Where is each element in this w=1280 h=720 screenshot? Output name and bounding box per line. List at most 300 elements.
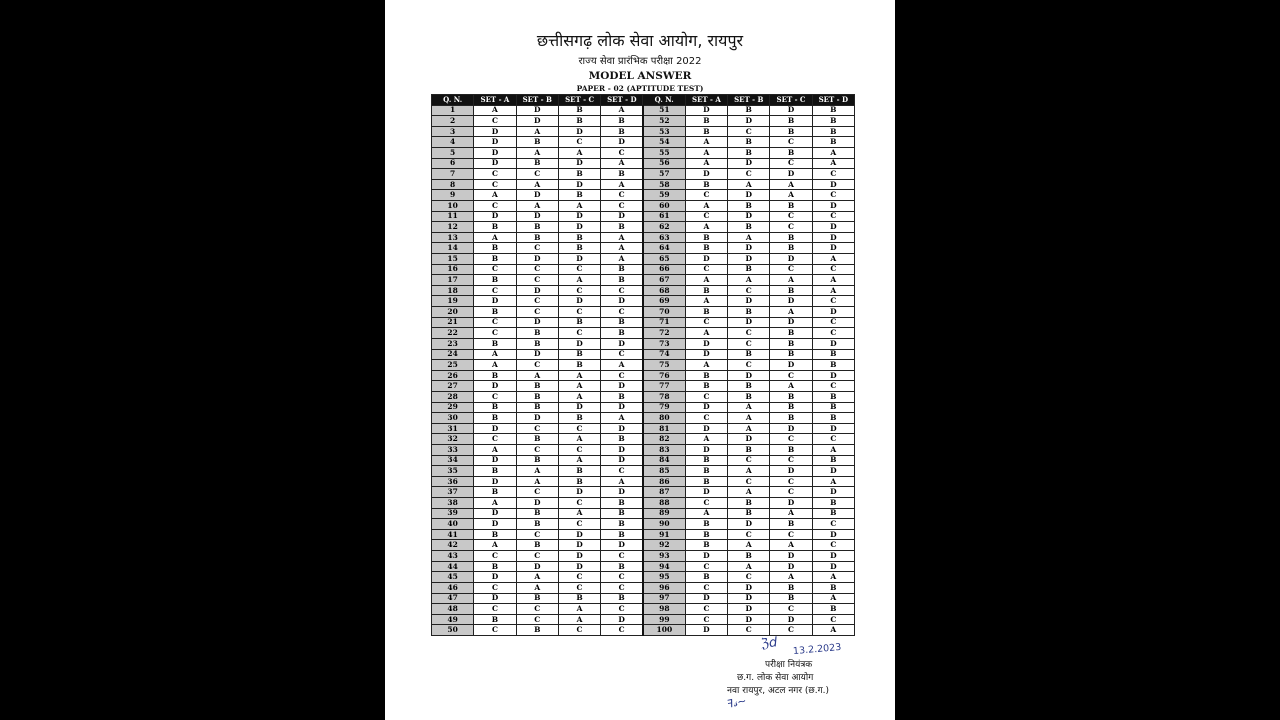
answer-cell: C — [728, 328, 770, 339]
answer-cell: B — [812, 391, 854, 402]
answer-cell: C — [558, 423, 600, 434]
answer-cell: B — [558, 169, 600, 180]
question-number-cell: 67 — [643, 275, 685, 286]
answer-cell: C — [728, 169, 770, 180]
answer-cell: D — [685, 349, 727, 360]
answer-cell: D — [516, 349, 558, 360]
answer-cell: B — [770, 116, 812, 127]
question-number-cell: 24 — [432, 349, 474, 360]
answer-cell: D — [516, 116, 558, 127]
answer-cell: C — [516, 551, 558, 562]
question-number-cell: 8 — [432, 179, 474, 190]
answer-cell: A — [812, 254, 854, 265]
column-header: SET - C — [770, 95, 812, 106]
answer-cell: D — [516, 561, 558, 572]
answer-cell: B — [812, 116, 854, 127]
table-row — [432, 264, 855, 275]
answer-cell: B — [685, 243, 727, 254]
answer-cell: B — [516, 625, 558, 636]
answer-cell: B — [558, 116, 600, 127]
answer-cell: A — [516, 582, 558, 593]
table-row — [432, 476, 855, 487]
question-number-cell: 76 — [643, 370, 685, 381]
question-number-cell: 98 — [643, 604, 685, 615]
table-row — [432, 105, 855, 116]
answer-cell: B — [812, 137, 854, 148]
answer-cell: C — [516, 423, 558, 434]
answer-cell: C — [812, 519, 854, 530]
answer-cell: A — [474, 540, 516, 551]
answer-cell: B — [558, 360, 600, 371]
answer-cell: D — [601, 402, 643, 413]
question-number-cell: 45 — [432, 572, 474, 583]
answer-cell: D — [812, 179, 854, 190]
answer-cell: B — [601, 391, 643, 402]
answer-cell: D — [812, 200, 854, 211]
answer-cell: C — [685, 614, 727, 625]
answer-cell: D — [812, 551, 854, 562]
answer-cell: A — [558, 434, 600, 445]
answer-cell: A — [558, 614, 600, 625]
answer-cell: B — [728, 445, 770, 456]
signatory-designation: परीक्षा नियंत्रक — [765, 660, 813, 670]
answer-cell: A — [516, 200, 558, 211]
answer-cell: C — [812, 317, 854, 328]
answer-cell: D — [812, 487, 854, 498]
answer-cell: B — [516, 391, 558, 402]
answer-cell: B — [685, 466, 727, 477]
answer-cell: A — [685, 158, 727, 169]
answer-cell: C — [601, 307, 643, 318]
table-row — [432, 360, 855, 371]
answer-cell: D — [728, 243, 770, 254]
question-number-cell: 77 — [643, 381, 685, 392]
question-number-cell: 4 — [432, 137, 474, 148]
answer-cell: C — [474, 264, 516, 275]
answer-cell: D — [685, 254, 727, 265]
question-number-cell: 75 — [643, 360, 685, 371]
question-number-cell: 84 — [643, 455, 685, 466]
answer-cell: C — [770, 211, 812, 222]
answer-cell: B — [601, 529, 643, 540]
answer-cell: A — [812, 445, 854, 456]
table-row — [432, 445, 855, 456]
answer-cell: A — [558, 604, 600, 615]
answer-cell: D — [601, 381, 643, 392]
question-number-cell: 21 — [432, 317, 474, 328]
column-header: Q. N. — [432, 95, 474, 106]
answer-cell: A — [770, 508, 812, 519]
answer-cell: D — [728, 434, 770, 445]
answer-cell: D — [728, 211, 770, 222]
answer-cell: B — [770, 200, 812, 211]
answer-cell: D — [474, 593, 516, 604]
table-row — [432, 434, 855, 445]
question-number-cell: 83 — [643, 445, 685, 456]
answer-cell: C — [558, 572, 600, 583]
answer-cell: A — [770, 572, 812, 583]
answer-cell: A — [685, 508, 727, 519]
answer-cell: B — [474, 307, 516, 318]
question-number-cell: 68 — [643, 285, 685, 296]
question-number-cell: 19 — [432, 296, 474, 307]
answer-cell: C — [685, 604, 727, 615]
answer-cell: C — [516, 529, 558, 540]
answer-cell: A — [516, 466, 558, 477]
answer-cell: C — [516, 169, 558, 180]
answer-cell: B — [812, 508, 854, 519]
table-row — [432, 508, 855, 519]
answer-cell: A — [812, 572, 854, 583]
answer-cell: C — [728, 529, 770, 540]
answer-cell: A — [601, 232, 643, 243]
answer-cell: B — [516, 137, 558, 148]
answer-cell: D — [601, 540, 643, 551]
question-number-cell: 7 — [432, 169, 474, 180]
answer-cell: C — [685, 561, 727, 572]
answer-cell: D — [601, 423, 643, 434]
question-number-cell: 96 — [643, 582, 685, 593]
answer-cell: A — [812, 275, 854, 286]
answer-cell: A — [685, 222, 727, 233]
answer-cell: B — [685, 455, 727, 466]
answer-cell: D — [728, 370, 770, 381]
answer-cell: C — [685, 413, 727, 424]
answer-cell: D — [558, 561, 600, 572]
answer-cell: B — [728, 381, 770, 392]
answer-cell: A — [728, 540, 770, 551]
answer-cell: B — [474, 243, 516, 254]
answer-cell: B — [770, 338, 812, 349]
answer-cell: C — [474, 285, 516, 296]
answer-cell: B — [770, 328, 812, 339]
question-number-cell: 66 — [643, 264, 685, 275]
answer-cell: B — [474, 529, 516, 540]
answer-cell: B — [728, 200, 770, 211]
question-number-cell: 53 — [643, 126, 685, 137]
answer-cell: B — [685, 307, 727, 318]
answer-cell: A — [474, 498, 516, 509]
answer-cell: B — [601, 275, 643, 286]
question-number-cell: 14 — [432, 243, 474, 254]
answer-cell: B — [558, 476, 600, 487]
answer-cell: B — [685, 232, 727, 243]
question-number-cell: 31 — [432, 423, 474, 434]
answer-cell: A — [474, 105, 516, 116]
question-number-cell: 39 — [432, 508, 474, 519]
answer-cell: A — [601, 476, 643, 487]
answer-cell: B — [728, 137, 770, 148]
answer-cell: D — [474, 423, 516, 434]
answer-cell: C — [685, 317, 727, 328]
answer-cell: B — [601, 519, 643, 530]
answer-cell: D — [474, 296, 516, 307]
answer-cell: B — [728, 498, 770, 509]
table-row — [432, 582, 855, 593]
question-number-cell: 90 — [643, 519, 685, 530]
answer-cell: C — [812, 540, 854, 551]
answer-cell: D — [558, 179, 600, 190]
answer-cell: B — [770, 593, 812, 604]
answer-cell: B — [728, 391, 770, 402]
table-row — [432, 402, 855, 413]
question-number-cell: 50 — [432, 625, 474, 636]
answer-cell: B — [685, 116, 727, 127]
answer-cell: D — [558, 126, 600, 137]
answer-cell: C — [770, 434, 812, 445]
question-number-cell: 61 — [643, 211, 685, 222]
answer-cell: C — [558, 285, 600, 296]
table-row — [432, 243, 855, 254]
answer-cell: A — [812, 593, 854, 604]
answer-cell: C — [770, 487, 812, 498]
answer-cell: D — [770, 169, 812, 180]
question-number-cell: 70 — [643, 307, 685, 318]
answer-cell: C — [601, 466, 643, 477]
answer-cell: D — [812, 466, 854, 477]
question-number-cell: 3 — [432, 126, 474, 137]
answer-cell: B — [558, 466, 600, 477]
answer-cell: C — [601, 572, 643, 583]
answer-cell: D — [516, 317, 558, 328]
answer-cell: A — [685, 296, 727, 307]
table-row — [432, 604, 855, 615]
answer-cell: C — [516, 360, 558, 371]
answer-cell: D — [474, 476, 516, 487]
question-number-cell: 49 — [432, 614, 474, 625]
answer-cell: B — [474, 466, 516, 477]
signature-date: 13.2.2023 — [792, 641, 842, 658]
document-page — [385, 0, 895, 720]
question-number-cell: 10 — [432, 200, 474, 211]
answer-cell: A — [812, 625, 854, 636]
answer-cell: D — [812, 561, 854, 572]
answer-cell: A — [474, 232, 516, 243]
answer-cell: A — [728, 179, 770, 190]
question-number-cell: 12 — [432, 222, 474, 233]
answer-cell: D — [770, 105, 812, 116]
column-header: Q. N. — [643, 95, 685, 106]
answer-cell: A — [685, 328, 727, 339]
answer-cell: A — [601, 158, 643, 169]
table-row — [432, 391, 855, 402]
answer-cell: A — [685, 275, 727, 286]
answer-cell: C — [516, 445, 558, 456]
table-row — [432, 328, 855, 339]
table-row — [432, 169, 855, 180]
answer-cell: D — [516, 105, 558, 116]
answer-cell: D — [516, 190, 558, 201]
question-number-cell: 71 — [643, 317, 685, 328]
answer-cell: A — [601, 413, 643, 424]
signatory-commission: छ.ग. लोक सेवा आयोग — [737, 673, 814, 683]
answer-cell: C — [685, 211, 727, 222]
answer-cell: D — [558, 402, 600, 413]
table-row — [432, 370, 855, 381]
answer-cell: D — [685, 338, 727, 349]
answer-cell: C — [601, 200, 643, 211]
document-title: MODEL ANSWER — [588, 70, 692, 82]
answer-cell: A — [516, 370, 558, 381]
answer-cell: C — [601, 582, 643, 593]
answer-cell: D — [812, 222, 854, 233]
answer-cell: D — [812, 307, 854, 318]
answer-cell: D — [812, 423, 854, 434]
answer-cell: A — [558, 508, 600, 519]
answer-cell: A — [558, 370, 600, 381]
answer-cell: D — [685, 169, 727, 180]
table-row — [432, 158, 855, 169]
answer-cell: D — [474, 519, 516, 530]
answer-cell: C — [770, 455, 812, 466]
answer-cell: B — [474, 561, 516, 572]
answer-cell: C — [728, 455, 770, 466]
answer-cell: A — [728, 487, 770, 498]
question-number-cell: 79 — [643, 402, 685, 413]
answer-cell: D — [728, 158, 770, 169]
answer-cell: A — [812, 158, 854, 169]
table-row — [432, 551, 855, 562]
question-number-cell: 29 — [432, 402, 474, 413]
answer-cell: C — [601, 285, 643, 296]
answer-cell: B — [770, 445, 812, 456]
question-number-cell: 40 — [432, 519, 474, 530]
answer-cell: D — [770, 466, 812, 477]
question-number-cell: 65 — [643, 254, 685, 265]
answer-cell: C — [601, 147, 643, 158]
answer-cell: C — [812, 328, 854, 339]
table-row — [432, 498, 855, 509]
answer-cell: D — [812, 370, 854, 381]
answer-cell: D — [601, 445, 643, 456]
answer-cell: D — [474, 455, 516, 466]
column-header: SET - B — [728, 95, 770, 106]
answer-cell: B — [685, 519, 727, 530]
answer-cell: B — [474, 254, 516, 265]
table-body — [432, 105, 855, 636]
answer-cell: B — [812, 126, 854, 137]
answer-cell: A — [558, 147, 600, 158]
question-number-cell: 16 — [432, 264, 474, 275]
question-number-cell: 52 — [643, 116, 685, 127]
answer-cell: B — [558, 105, 600, 116]
answer-cell: B — [516, 519, 558, 530]
answer-cell: D — [516, 285, 558, 296]
answer-cell: D — [728, 614, 770, 625]
answer-cell: A — [770, 275, 812, 286]
question-number-cell: 35 — [432, 466, 474, 477]
answer-cell: D — [558, 211, 600, 222]
answer-cell: C — [728, 285, 770, 296]
answer-cell: B — [770, 147, 812, 158]
answer-cell: B — [516, 381, 558, 392]
answer-cell: A — [516, 126, 558, 137]
question-number-cell: 44 — [432, 561, 474, 572]
answer-cell: C — [728, 126, 770, 137]
question-number-cell: 33 — [432, 445, 474, 456]
answer-cell: A — [601, 360, 643, 371]
answer-cell: B — [685, 126, 727, 137]
answer-cell: B — [516, 508, 558, 519]
answer-cell: C — [728, 476, 770, 487]
answer-cell: D — [558, 551, 600, 562]
question-number-cell: 11 — [432, 211, 474, 222]
answer-cell: C — [474, 434, 516, 445]
answer-cell: D — [728, 519, 770, 530]
answer-cell: C — [474, 582, 516, 593]
answer-cell: C — [685, 190, 727, 201]
question-number-cell: 17 — [432, 275, 474, 286]
answer-cell: B — [812, 360, 854, 371]
table-row — [432, 137, 855, 148]
answer-cell: D — [728, 317, 770, 328]
answer-cell: B — [558, 317, 600, 328]
answer-cell: B — [516, 434, 558, 445]
question-number-cell: 89 — [643, 508, 685, 519]
answer-cell: B — [474, 222, 516, 233]
answer-cell: D — [516, 498, 558, 509]
answer-cell: B — [812, 413, 854, 424]
column-header: SET - C — [558, 95, 600, 106]
question-number-cell: 58 — [643, 179, 685, 190]
table-row — [432, 254, 855, 265]
question-number-cell: 97 — [643, 593, 685, 604]
answer-cell: A — [812, 285, 854, 296]
column-header: SET - B — [516, 95, 558, 106]
answer-cell: C — [601, 551, 643, 562]
question-number-cell: 27 — [432, 381, 474, 392]
question-number-cell: 23 — [432, 338, 474, 349]
answer-cell: A — [558, 275, 600, 286]
answer-cell: C — [770, 604, 812, 615]
table-row — [432, 593, 855, 604]
question-number-cell: 1 — [432, 105, 474, 116]
answer-cell: B — [558, 190, 600, 201]
answer-cell: B — [558, 349, 600, 360]
answer-cell: C — [558, 498, 600, 509]
answer-cell: B — [601, 317, 643, 328]
question-number-cell: 13 — [432, 232, 474, 243]
table-row — [432, 413, 855, 424]
answer-cell: D — [601, 137, 643, 148]
answer-cell: D — [812, 529, 854, 540]
question-number-cell: 69 — [643, 296, 685, 307]
answer-cell: D — [770, 296, 812, 307]
answer-cell: B — [685, 540, 727, 551]
answer-cell: B — [474, 338, 516, 349]
answer-cell: D — [685, 445, 727, 456]
question-number-cell: 6 — [432, 158, 474, 169]
question-number-cell: 34 — [432, 455, 474, 466]
answer-cell: D — [474, 211, 516, 222]
answer-cell: C — [474, 551, 516, 562]
answer-cell: D — [516, 413, 558, 424]
answer-cell: A — [558, 455, 600, 466]
answer-cell: C — [474, 317, 516, 328]
answer-cell: A — [812, 147, 854, 158]
answer-cell: B — [558, 593, 600, 604]
signatory-address: नवा रायपुर, अटल नगर (छ.ग.) — [727, 686, 830, 696]
answer-cell: D — [770, 551, 812, 562]
table-row — [432, 126, 855, 137]
answer-cell: A — [728, 561, 770, 572]
question-number-cell: 37 — [432, 487, 474, 498]
answer-cell: B — [770, 126, 812, 137]
answer-cell: A — [516, 572, 558, 583]
answer-cell: B — [558, 243, 600, 254]
answer-cell: C — [770, 476, 812, 487]
answer-cell: C — [770, 625, 812, 636]
